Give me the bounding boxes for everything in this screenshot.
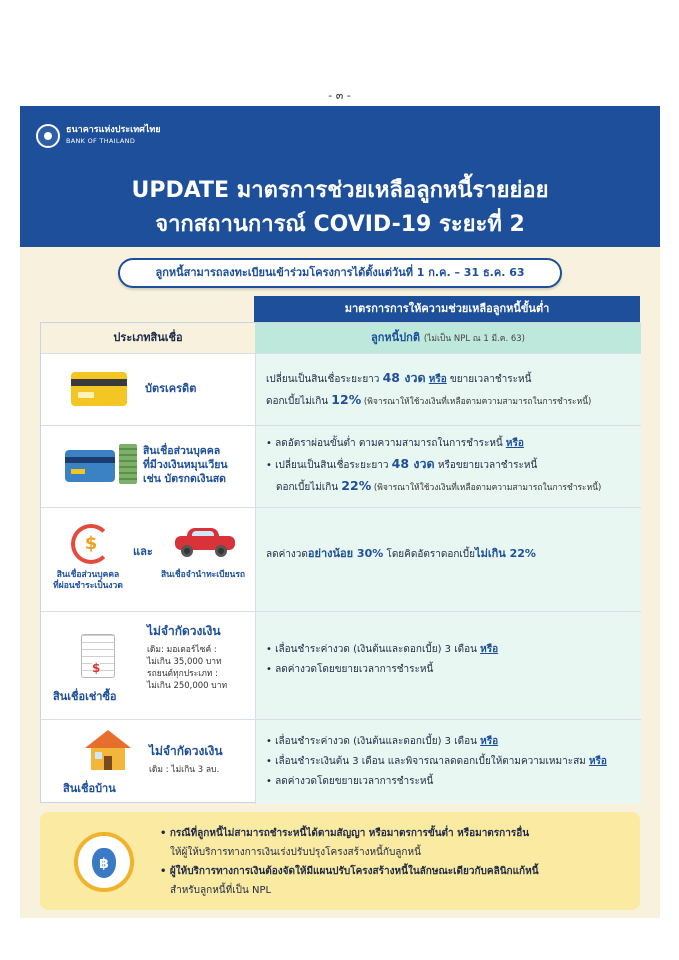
measures-table [40,322,640,803]
footer-note-1: • กรณีที่ลูกหนี้ไม่สามารถชำระหนี้ได้ตามสัญญา หรือมาตรการขั้นต่ำ หรือมาตรการอื่น [160,828,530,839]
page-number: - ๓ - [328,89,351,102]
title-line-2: จากสถานการณ์ COVID-19 ระยะที่ 2 [155,212,525,237]
car-icon [175,528,235,554]
infographic-poster [20,106,660,918]
table-row-installment-car-loan: $ และ สินเชื่อส่วนบุคคล ที่ผ่อนชำระเป็นงวด สินเชื่อจำนำทะเบียนรถ ลดค่างวดอย่างน้อย 30% โดยคิดอัตราดอกเบี้ยไม่เกิน 22% [41,507,641,611]
column-header-normal-debtor [255,323,641,353]
category-car-title-loan: สินเชื่อจำนำทะเบียนรถ [160,570,246,580]
measures-header: มาตรการการให้ความช่วยเหลือลูกหนี้ขั้นต่ำ [254,296,640,322]
cash-card-icon [65,450,115,482]
footer-note-2: • ผู้ให้บริการทางการเงินต้องจัดให้มีแผนปรับโครงสร้างหนี้ในลักษณะเดียวกับคลินิกแก้หนี้ [160,866,539,877]
unlimited-badge: ไม่จำกัดวงเงิน [147,624,221,638]
category-label: สินเชื่อส่วนบุคคล ที่มีวงเงินหมุนเวียน เช่น บัตรกดเงินสด [143,445,228,485]
table-row-housing-loan: สินเชื่อบ้าน ไม่จำกัดวงเงิน เดิม : ไม่เกิน 3 ลบ. • เลื่อนชำระค่างวด (เงินต้นและดอกเบี้ย) 3 เดือน หรือ • เลื่อนชำระเงินต้น 3 เดือน และพิจารณาลดดอกเบี้ยให้ตามความเหมาะสม หรือ • ลดค่างวดโดยขยายเวลาการชำระหนี้ [41,719,641,804]
table-row-hire-purchase: $ สินเชื่อเช่าซื้อ ไม่จำกัดวงเงิน เดิม: มอเตอร์ไซค์ : ไม่เกิน 35,000 บาท รถยนต์ทุกประเภท : ไม่เกิน 250,000 บาท • เลื่อนชำระค่างวด (เงินต้นและดอกเบี้ย) 3 เดือน หรือ • ลดค่างวดโดยขยายเวลาการชำระหนี้ [41,611,641,719]
credit-card-icon [71,372,127,406]
previous-limit: เดิม: มอเตอร์ไซค์ : ไม่เกิน 35,000 บาท รถยนต์ทุกประเภท : ไม่เกิน 250,000 บาท [147,645,228,691]
header-banner [20,106,660,247]
category-label: บัตรเครดิต [145,382,197,395]
bot-seal-icon [36,124,60,148]
bot-logo [36,124,161,148]
category-label: สินเชื่อบ้าน [63,782,116,795]
normal-debtor-label: ลูกหนี้ปกติ [371,331,420,344]
previous-limit: เดิม : ไม่เกิน 3 ลบ. [149,765,220,775]
category-label: สินเชื่อเช่าซื้อ [53,690,117,703]
title-line-1: UPDATE มาตรการช่วยเหลือลูกหนี้รายย่อย [131,178,549,203]
installment-cycle-icon: $ [71,524,111,564]
registration-period-banner: ลูกหนี้สามารถลงทะเบียนเข้าร่วมโครงการได้ตั้งแต่วันที่ 1 ก.ค. – 31 ธ.ค. 63 [118,258,562,288]
footer-notes [40,812,640,910]
table-row-credit-card: บัตรเครดิต เปลี่ยนเป็นสินเชื่อระยะยาว 48 งวด หรือ ขยายเวลาชำระหนี้ ดอกเบี้ยไม่เกิน 12% (พิจารณาให้ใช้วงเงินที่เหลือตามความสามารถในการชำระหนี้) [41,353,641,425]
column-header-loan-type: ประเภทสินเชื่อ [41,323,255,353]
org-name-en: BANK OF THAILAND [66,137,136,145]
footer-text [160,824,630,900]
money-bag-cycle-icon: ฿ [74,832,134,892]
contract-doc-icon: $ [81,634,115,678]
category-installment-loan: สินเชื่อส่วนบุคคล ที่ผ่อนชำระเป็นงวด [53,570,123,591]
footer-note-1-cont: ให้ผู้ให้บริการทางการเงินเร่งปรับปรุงโครงสร้างหนี้กับลูกหนี้ [170,847,421,858]
org-name-thai: ธนาคารแห่งประเทศไทย [66,125,161,135]
normal-debtor-note: (ไม่เป็น NPL ณ 1 มี.ค. 63) [423,334,525,344]
house-icon [85,730,131,772]
unlimited-badge: ไม่จำกัดวงเงิน [149,744,223,758]
banknotes-icon [119,444,137,484]
table-row-revolving-loan: สินเชื่อส่วนบุคคล ที่มีวงเงินหมุนเวียน เช่น บัตรกดเงินสด • ลดอัตราผ่อนขั้นต่ำ ตามความสามารถในการชำระหนี้ หรือ • เปลี่ยนเป็นสินเชื่อระยะยาว 48 งวด หรือขยายเวลาชำระหนี้ ดอกเบี้ยไม่เกิน 22% (พิจารณาให้ใช้วงเงินที่เหลือตามความสามารถในการชำระหนี้) [41,425,641,507]
and-label: และ [133,545,153,558]
footer-note-2-cont: สำหรับลูกหนี้ที่เป็น NPL [170,885,272,896]
